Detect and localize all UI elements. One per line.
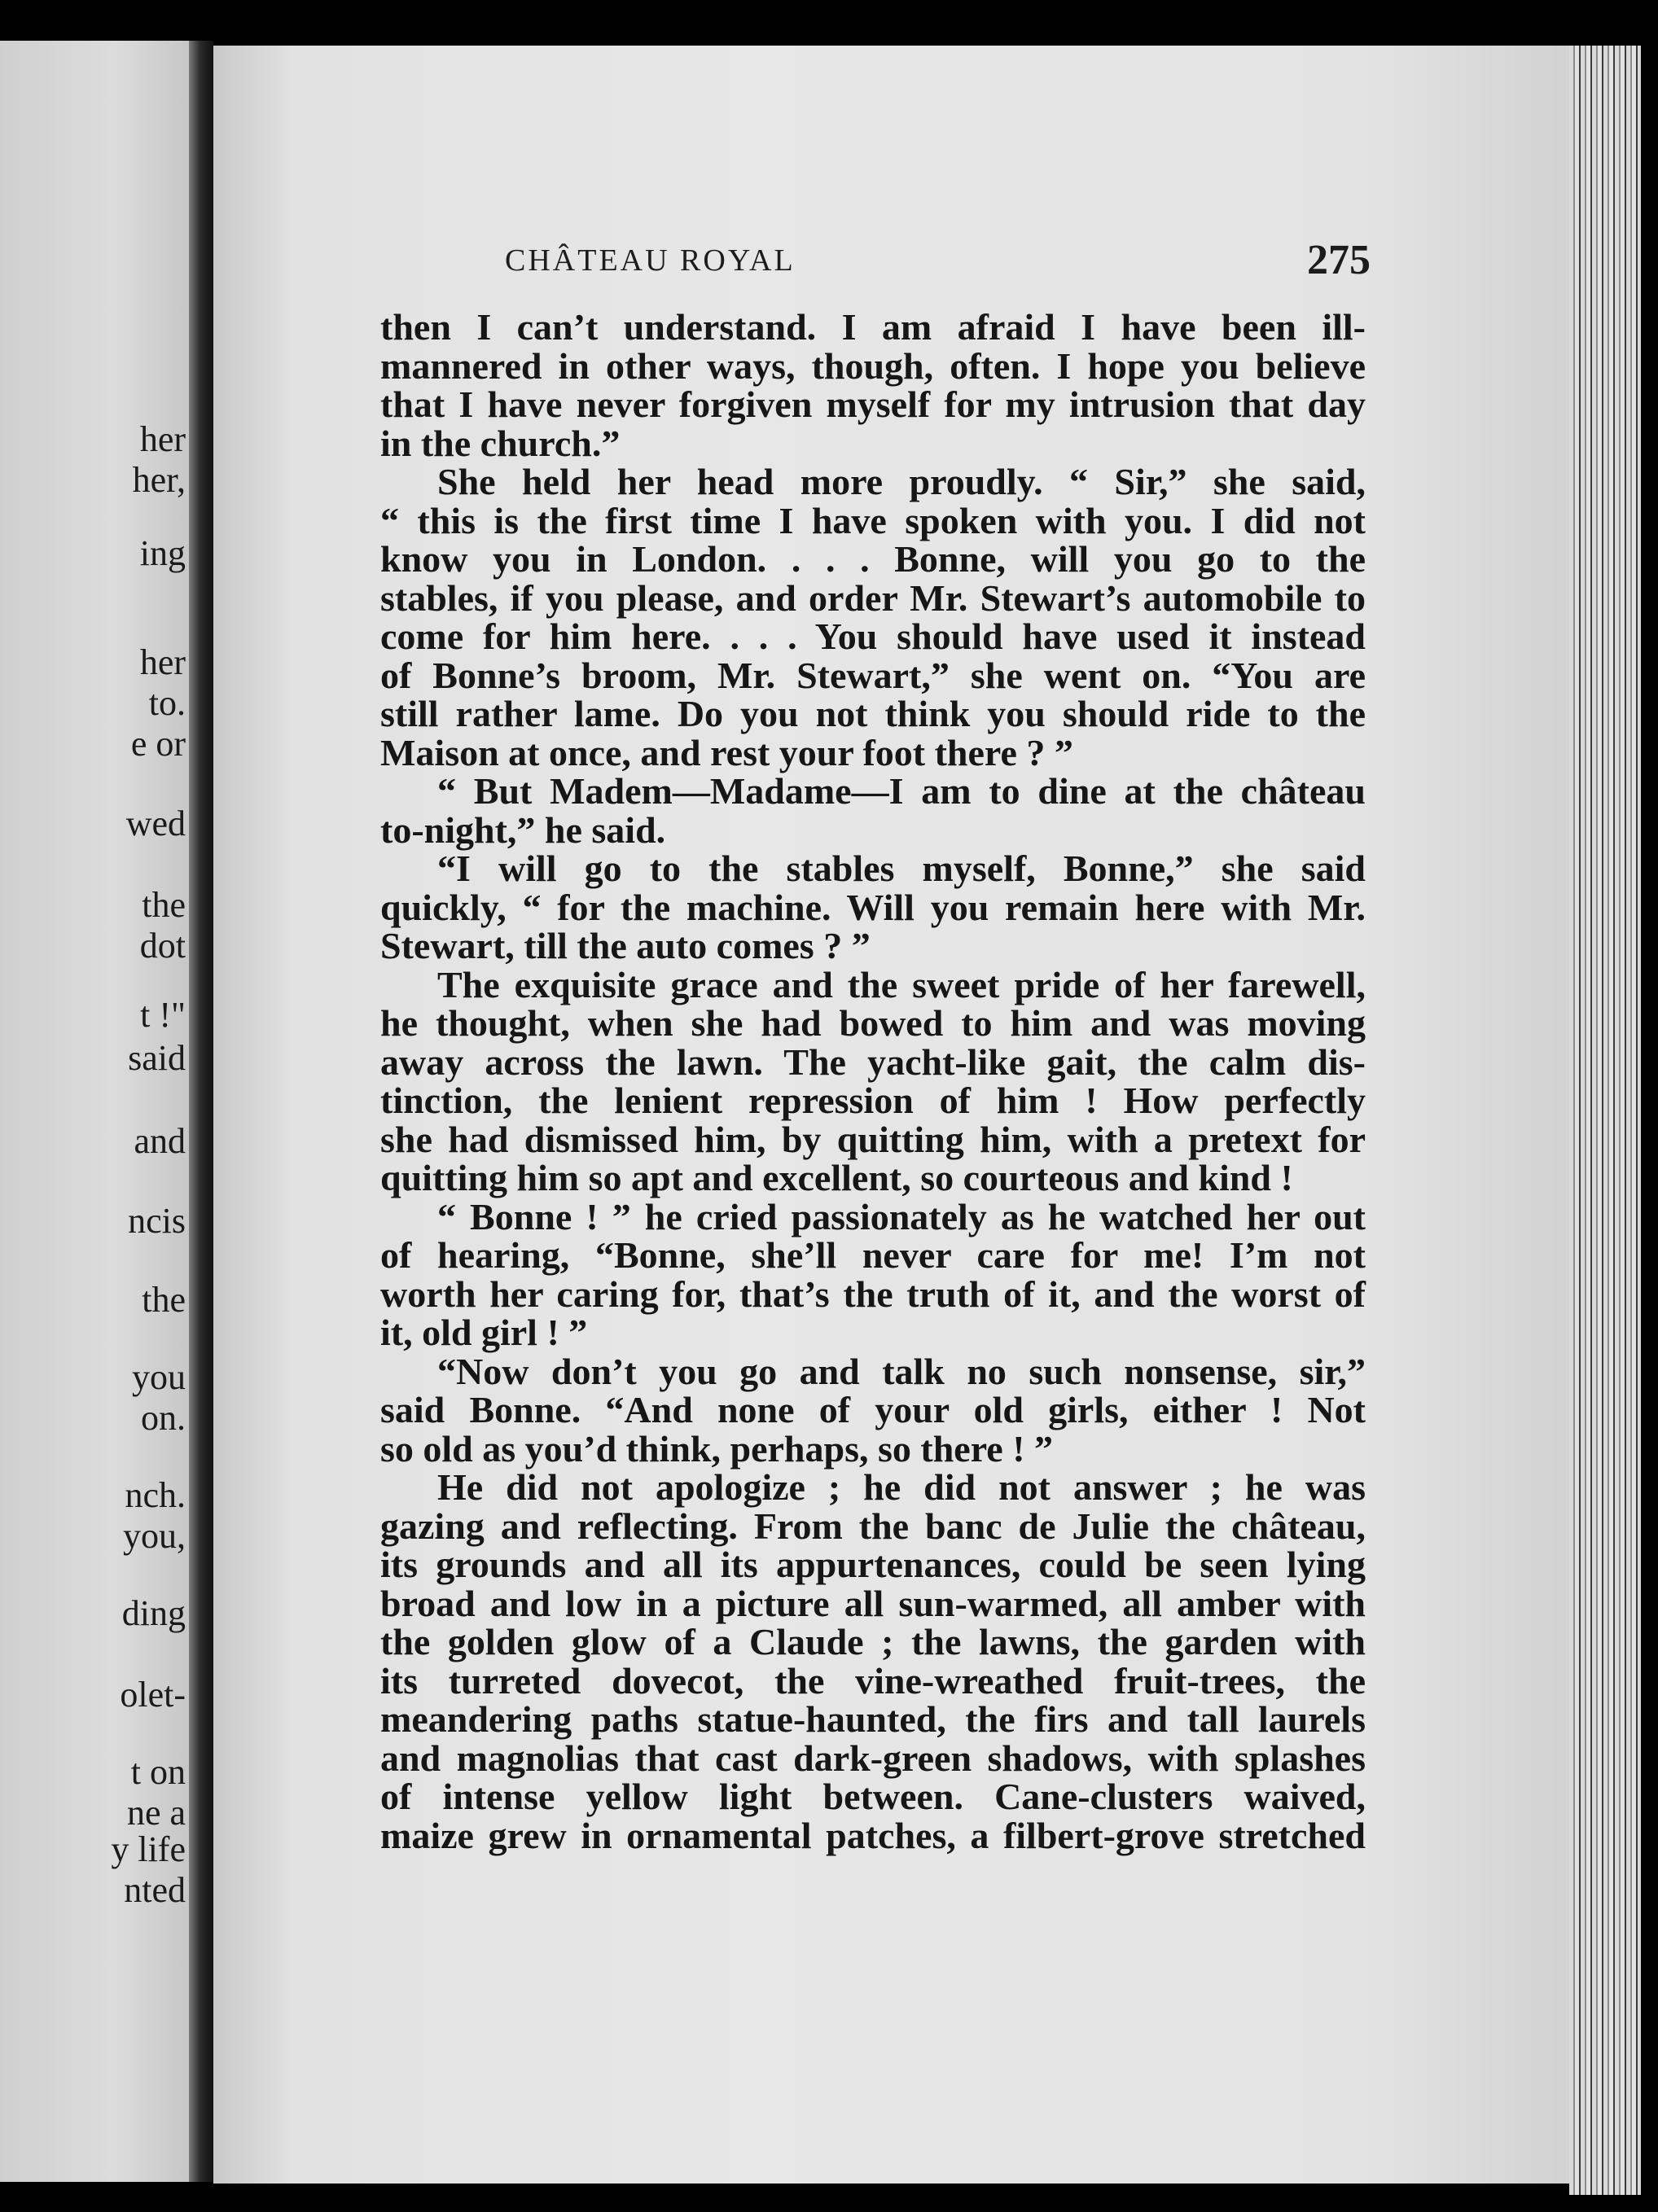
left-page-fragment: t !" (140, 995, 186, 1035)
text-line: it, old girl ! ” (380, 1312, 588, 1353)
left-page-fragment: the (142, 885, 186, 925)
text-line: in the church.” (380, 422, 621, 464)
text-line: tinction, the lenient repression of him ! How perfectly (380, 1080, 1366, 1121)
text-line: Stewart, till the auto comes ? ” (380, 925, 871, 966)
left-page-fragment: the (142, 1280, 186, 1320)
text-line: He did not apologize ; he did not answer ; he was (437, 1466, 1366, 1508)
text-line: then I can’t understand. I am afraid I have been ill- (380, 306, 1366, 348)
book-gutter (189, 41, 213, 2182)
text-line: the golden glow of a Claude ; the lawns, the garden with (380, 1621, 1366, 1662)
text-line: said Bonne. “And none of your old girls, either ! Not (380, 1389, 1366, 1430)
left-page-fragment: y life (111, 1829, 186, 1869)
text-line: maize grew in ornamental patches, a filbert-grove stretched (380, 1814, 1366, 1856)
running-title: CHÂTEAU ROYAL (505, 243, 796, 278)
left-page-fragment: her, (132, 460, 186, 500)
text-line: away across the lawn. The yacht-like gait, the calm dis- (380, 1040, 1366, 1083)
text-line: “I will go to the stables myself, Bonne,” she said (437, 848, 1366, 889)
text-line: that I have never forgiven myself for my intrusion that day (380, 383, 1366, 425)
text-line: broad and low in a picture all sun-warmed, all amber with (380, 1582, 1366, 1624)
left-page-fragment: t on (130, 1752, 186, 1792)
text-line: gazing and reflecting. From the banc de Julie the château, (380, 1505, 1366, 1547)
text-line: meandering paths statue-haunted, the firs and tall laurels (380, 1698, 1366, 1740)
text-line: She held her head more proudly. “ Sir,” she said, (437, 461, 1366, 502)
left-page-fragment: nch. (125, 1475, 186, 1515)
text-line: “ Bonne ! ” he cried passionately as he watched her out (437, 1195, 1366, 1237)
text-line: The exquisite grace and the sweet pride of her farewell, (437, 963, 1366, 1005)
text-line: worth her caring for, that’s the truth of it, and the worst of (380, 1272, 1366, 1315)
left-page-fragment: her (139, 419, 186, 459)
left-page-fragment: and (134, 1121, 186, 1161)
left-page-fragment: to. (148, 683, 186, 723)
text-line: “ But Madem—Madame—I am to dine at the château (437, 770, 1366, 812)
left-page-fragment: you (132, 1357, 186, 1397)
left-page-fragment: you, (123, 1516, 186, 1556)
text-line: know you in London. . . . Bonne, will you go to the (380, 538, 1366, 580)
left-page-fragment: dot (139, 926, 186, 966)
left-page-fragment: her (139, 642, 186, 682)
left-page-fragment: ding (121, 1593, 186, 1633)
text-line: and magnolias that cast dark-green shadows, with splashes (380, 1737, 1366, 1779)
text-line: come for him here. . . . You should have used it instead (380, 615, 1366, 657)
text-line: Maison at once, and rest your foot there ? ” (380, 731, 1073, 773)
text-line: “Now don’t you go and talk no such nonsense, sir,” (437, 1350, 1366, 1392)
text-line: its turreted dovecot, the vine-wreathed fruit-trees, the (380, 1659, 1366, 1702)
text-line: he thought, when she had bowed to him and was moving (380, 1002, 1366, 1044)
text-line: to-night,” he said. (380, 808, 666, 851)
page-number: 275 (1307, 237, 1371, 283)
page-edges (1569, 46, 1641, 2195)
left-page-fragment: nted (124, 1870, 186, 1910)
text-line: its grounds and all its appurtenances, could be seen lying (380, 1544, 1366, 1585)
left-facing-page (0, 41, 189, 2182)
left-page-fragment: ing (139, 533, 186, 573)
text-line: of Bonne’s broom, Mr. Stewart,” she went on. “You are (380, 654, 1366, 696)
text-line: quickly, “ for the machine. Will you remain here with Mr. (380, 886, 1366, 928)
text-line: stables, if you please, and order Mr. Stewart’s automobile to (380, 576, 1366, 619)
left-page-fragment: on. (141, 1398, 186, 1438)
text-line: she had dismissed him, by quitting him, with a pretext for (380, 1118, 1366, 1160)
text-line: of hearing, “Bonne, she’ll never care for me! I’m not (380, 1234, 1366, 1276)
left-page-fragment: e or (130, 724, 186, 764)
left-page-fragment: ne a (126, 1793, 186, 1833)
body-text (380, 308, 1366, 1855)
left-page-fragment: said (128, 1038, 186, 1078)
text-line: of intense yellow light between. Cane-clusters waived, (380, 1776, 1366, 1817)
text-line: mannered in other ways, though, often. I hope you believe (380, 344, 1366, 387)
text-line: still rather lame. Do you not think you should ride to the (380, 693, 1366, 734)
left-page-fragment: olet- (120, 1675, 186, 1715)
left-page-fragment: ncis (128, 1201, 186, 1241)
text-line: “ this is the first time I have spoken with you. I did not (380, 499, 1366, 541)
text-line: quitting him so apt and excellent, so courteous and kind ! (380, 1157, 1293, 1198)
text-line: so old as you’d think, perhaps, so there ! ” (380, 1427, 1054, 1470)
running-head (505, 236, 1371, 285)
left-page-fragment: wed (125, 804, 186, 843)
